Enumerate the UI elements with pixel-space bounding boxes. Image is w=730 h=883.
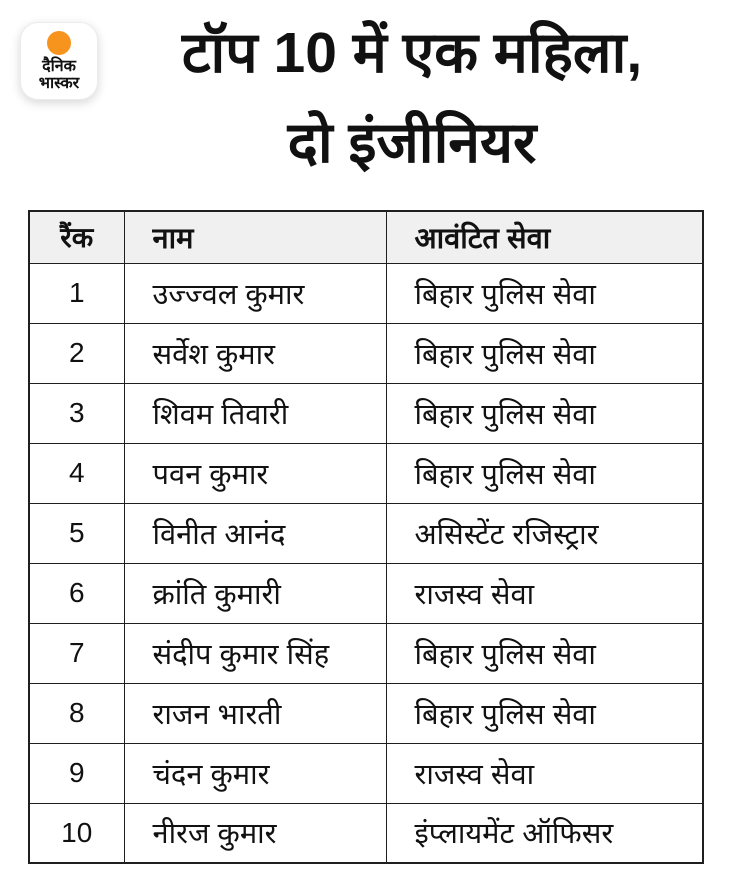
table-row	[29, 563, 703, 623]
logo-sun-icon	[47, 31, 71, 55]
cell-service: राजस्व सेवा	[386, 563, 703, 623]
cell-name: शिवम तिवारी	[124, 383, 386, 443]
cell-service: असिस्टेंट रजिस्ट्रार	[386, 503, 703, 563]
cell-rank: 3	[29, 383, 124, 443]
cell-rank: 9	[29, 743, 124, 803]
table-row	[29, 683, 703, 743]
cell-name: राजन भारती	[124, 683, 386, 743]
table-row	[29, 803, 703, 863]
cell-service: राजस्व सेवा	[386, 743, 703, 803]
masthead	[0, 0, 730, 210]
cell-rank: 6	[29, 563, 124, 623]
header-name: नाम	[124, 211, 386, 263]
headline-line1: टॉप 10 में एक महिला,	[181, 21, 643, 85]
cell-rank: 8	[29, 683, 124, 743]
table-row	[29, 323, 703, 383]
cell-service: इंप्लायमेंट ऑफिसर	[386, 803, 703, 863]
table-row	[29, 263, 703, 323]
header-rank: रैंक	[29, 211, 124, 263]
table-row	[29, 443, 703, 503]
cell-name: उज्ज्वल कुमार	[124, 263, 386, 323]
table-body	[29, 263, 703, 863]
rank-table	[28, 210, 704, 864]
cell-rank: 1	[29, 263, 124, 323]
headline	[98, 0, 730, 188]
cell-name: पवन कुमार	[124, 443, 386, 503]
table-row	[29, 743, 703, 803]
cell-name: क्रांति कुमारी	[124, 563, 386, 623]
headline-line2: दो इंजीनियर	[287, 111, 537, 176]
cell-name: सर्वेश कुमार	[124, 323, 386, 383]
cell-service: बिहार पुलिस सेवा	[386, 623, 703, 683]
logo-text-line2: भास्कर	[38, 74, 80, 92]
cell-name: संदीप कुमार सिंह	[124, 623, 386, 683]
cell-service: बिहार पुलिस सेवा	[386, 263, 703, 323]
cell-name: नीरज कुमार	[124, 803, 386, 863]
cell-name: विनीत आनंद	[124, 503, 386, 563]
cell-rank: 2	[29, 323, 124, 383]
cell-service: बिहार पुलिस सेवा	[386, 443, 703, 503]
cell-rank: 7	[29, 623, 124, 683]
cell-rank: 10	[29, 803, 124, 863]
dainik-bhaskar-logo	[20, 22, 98, 100]
cell-service: बिहार पुलिस सेवा	[386, 683, 703, 743]
cell-rank: 4	[29, 443, 124, 503]
cell-rank: 5	[29, 503, 124, 563]
header-service: आवंटित सेवा	[386, 211, 703, 263]
cell-service: बिहार पुलिस सेवा	[386, 383, 703, 443]
table-header-row	[29, 211, 703, 263]
cell-name: चंदन कुमार	[124, 743, 386, 803]
logo-text-line1: दैनिक	[42, 58, 76, 75]
cell-service: बिहार पुलिस सेवा	[386, 323, 703, 383]
table-row	[29, 383, 703, 443]
table-row	[29, 503, 703, 563]
table-row	[29, 623, 703, 683]
